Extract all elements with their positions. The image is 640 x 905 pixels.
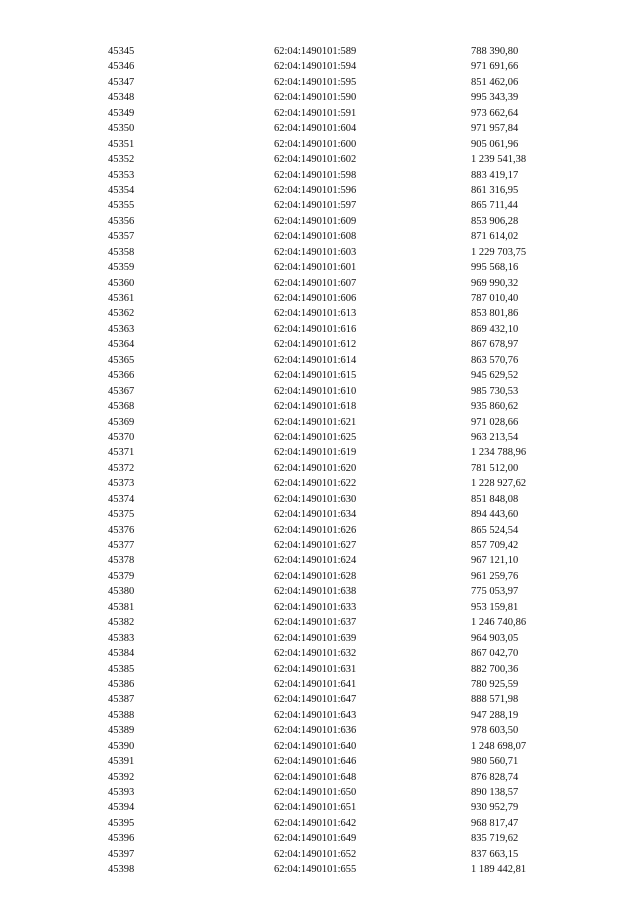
cadastral-value: 780 925,59 [471, 678, 519, 690]
table-row [108, 569, 581, 584]
table-row [108, 415, 581, 430]
cadastral-value: 971 691,66 [471, 61, 519, 73]
cadastral-number: 62:04:1490101:649 [274, 833, 357, 845]
row-number: 45376 [108, 524, 135, 536]
cadastral-number: 62:04:1490101:640 [274, 740, 357, 752]
cadastral-number: 62:04:1490101:606 [274, 293, 357, 304]
table-row [108, 584, 581, 599]
cadastral-value: 1 234 788,96 [471, 447, 527, 459]
table-row [108, 337, 581, 352]
cadastral-value: 835 719,62 [471, 833, 519, 845]
cadastral-number: 62:04:1490101:650 [274, 787, 357, 798]
table-row [108, 152, 581, 167]
cadastral-number: 62:04:1490101:597 [274, 200, 357, 212]
cadastral-number: 62:04:1490101:618 [274, 401, 357, 413]
table-row [108, 121, 581, 136]
row-number: 45362 [108, 308, 135, 320]
cadastral-value: 851 462,06 [471, 76, 519, 88]
cadastral-value: 775 053,97 [471, 586, 519, 598]
row-number: 45397 [108, 848, 135, 860]
cadastral-number: 62:04:1490101:637 [274, 617, 357, 629]
cadastral-number: 62:04:1490101:610 [274, 385, 357, 397]
cadastral-number: 62:04:1490101:639 [274, 632, 357, 644]
table-row [108, 322, 581, 337]
table-row [108, 75, 581, 90]
cadastral-number: 62:04:1490101:598 [274, 169, 357, 181]
row-number: 45393 [108, 787, 135, 798]
row-number: 45372 [108, 462, 135, 474]
row-number: 45387 [108, 694, 135, 706]
row-number: 45352 [108, 154, 135, 166]
cadastral-number: 62:04:1490101:620 [274, 462, 357, 474]
cadastral-number: 62:04:1490101:607 [274, 277, 357, 289]
table-row [108, 708, 581, 723]
cadastral-number: 62:04:1490101:595 [274, 76, 357, 88]
table-row [108, 754, 581, 769]
cadastral-number: 62:04:1490101:615 [274, 370, 357, 382]
cadastral-number: 62:04:1490101:589 [274, 46, 357, 57]
table-row [108, 399, 581, 414]
cadastral-number: 62:04:1490101:600 [274, 138, 357, 150]
table-row [108, 260, 581, 275]
cadastral-value: 978 603,50 [471, 725, 519, 737]
cadastral-number: 62:04:1490101:609 [274, 215, 357, 227]
cadastral-value: 961 259,76 [471, 570, 519, 582]
cadastral-value: 930 952,79 [471, 802, 519, 814]
cadastral-value: 967 121,10 [471, 555, 519, 567]
table-row [108, 461, 581, 476]
cadastral-number: 62:04:1490101:632 [274, 648, 357, 660]
table-body [108, 44, 581, 878]
table-row [108, 183, 581, 198]
table-row [108, 507, 581, 522]
row-number: 45353 [108, 169, 135, 181]
row-number: 45381 [108, 601, 135, 613]
cadastral-value: 851 848,08 [471, 493, 519, 505]
row-number: 45354 [108, 184, 135, 196]
table-row [108, 106, 581, 121]
row-number: 45356 [108, 215, 135, 227]
cadastral-number: 62:04:1490101:631 [274, 663, 357, 675]
row-number: 45389 [108, 725, 135, 737]
cadastral-value: 857 709,42 [471, 540, 519, 551]
cadastral-value: 865 711,44 [471, 200, 518, 212]
cadastral-value: 947 288,19 [471, 709, 519, 721]
cadastral-value: 1 239 541,38 [471, 154, 527, 166]
row-number: 45384 [108, 648, 135, 660]
row-number: 45350 [108, 123, 135, 135]
cadastral-number: 62:04:1490101:621 [274, 416, 357, 428]
cadastral-number: 62:04:1490101:616 [274, 323, 357, 335]
row-number: 45383 [108, 632, 135, 644]
table-row [108, 615, 581, 630]
cadastral-value: 863 570,76 [471, 354, 519, 366]
cadastral-value: 888 571,98 [471, 694, 519, 706]
table-row [108, 646, 581, 661]
cadastral-value: 861 316,95 [471, 184, 519, 196]
table-row [108, 739, 581, 754]
row-number: 45373 [108, 478, 135, 490]
cadastral-number: 62:04:1490101:643 [274, 709, 357, 721]
table-row [108, 862, 581, 877]
table-row [108, 44, 581, 59]
cadastral-value: 1 228 927,62 [471, 478, 527, 490]
row-number: 45398 [108, 864, 135, 876]
cadastral-value: 1 246 740,86 [471, 617, 527, 629]
cadastral-value: 787 010,40 [471, 293, 519, 304]
cadastral-value: 971 028,66 [471, 416, 519, 428]
cadastral-number: 62:04:1490101:628 [274, 570, 357, 582]
row-number: 45360 [108, 277, 135, 289]
row-number: 45380 [108, 586, 135, 598]
cadastral-number: 62:04:1490101:601 [274, 262, 357, 274]
table-row [108, 785, 581, 800]
row-number: 45375 [108, 509, 135, 521]
row-number: 45369 [108, 416, 135, 428]
row-number: 45386 [108, 678, 135, 690]
table-row [108, 831, 581, 846]
cadastral-value: 995 343,39 [471, 92, 519, 104]
row-number: 45348 [108, 92, 135, 104]
table-row [108, 90, 581, 105]
row-number: 45379 [108, 570, 135, 582]
cadastral-number: 62:04:1490101:638 [274, 586, 357, 598]
table-row [108, 291, 581, 306]
cadastral-number: 62:04:1490101:647 [274, 694, 357, 706]
cadastral-value: 973 662,64 [471, 107, 519, 119]
row-number: 45368 [108, 401, 135, 413]
cadastral-number: 62:04:1490101:636 [274, 725, 357, 737]
row-number: 45364 [108, 339, 135, 351]
cadastral-number: 62:04:1490101:602 [274, 154, 357, 166]
table-row [108, 723, 581, 738]
cadastral-number: 62:04:1490101:622 [274, 478, 357, 490]
table-row [108, 214, 581, 229]
table-row [108, 553, 581, 568]
table-row [108, 229, 581, 244]
table-row [108, 368, 581, 383]
table-row [108, 847, 581, 862]
cadastral-value: 964 903,05 [471, 632, 519, 644]
table-row [108, 662, 581, 677]
cadastral-number: 62:04:1490101:626 [274, 524, 357, 536]
cadastral-number: 62:04:1490101:590 [274, 92, 357, 104]
table-row [108, 631, 581, 646]
table-row [108, 137, 581, 152]
cadastral-number: 62:04:1490101:630 [274, 493, 357, 505]
table-row [108, 353, 581, 368]
cadastral-value: 788 390,80 [471, 46, 519, 57]
row-number: 45363 [108, 323, 135, 335]
cadastral-number: 62:04:1490101:608 [274, 231, 357, 243]
table-row [108, 770, 581, 785]
cadastral-number: 62:04:1490101:634 [274, 509, 357, 521]
cadastral-value: 1 248 698,07 [471, 740, 527, 752]
cadastral-value-table [108, 44, 581, 878]
cadastral-number: 62:04:1490101:642 [274, 817, 357, 829]
table-row [108, 245, 581, 260]
cadastral-value: 935 860,62 [471, 401, 519, 413]
cadastral-number: 62:04:1490101:625 [274, 431, 357, 443]
cadastral-value: 1 189 442,81 [471, 864, 527, 876]
table-row [108, 384, 581, 399]
cadastral-number: 62:04:1490101:655 [274, 864, 357, 876]
cadastral-value: 971 957,84 [471, 123, 519, 135]
cadastral-number: 62:04:1490101:652 [274, 848, 357, 860]
cadastral-number: 62:04:1490101:646 [274, 756, 357, 768]
row-number: 45345 [108, 46, 135, 57]
row-number: 45378 [108, 555, 135, 567]
row-number: 45359 [108, 262, 135, 274]
cadastral-value: 905 061,96 [471, 138, 519, 150]
table-row [108, 492, 581, 507]
cadastral-value: 890 138,57 [471, 787, 519, 798]
cadastral-value: 867 678,97 [471, 339, 519, 351]
table-row [108, 430, 581, 445]
row-number: 45377 [108, 540, 135, 551]
row-number: 45371 [108, 447, 135, 459]
cadastral-value: 882 700,36 [471, 663, 519, 675]
row-number: 45385 [108, 663, 135, 675]
cadastral-number: 62:04:1490101:624 [274, 555, 357, 567]
row-number: 45382 [108, 617, 135, 629]
cadastral-number: 62:04:1490101:651 [274, 802, 357, 814]
table-row [108, 59, 581, 74]
row-number: 45366 [108, 370, 135, 382]
table-row [108, 168, 581, 183]
row-number: 45346 [108, 61, 135, 73]
row-number: 45374 [108, 493, 135, 505]
cadastral-value: 781 512,00 [471, 462, 519, 474]
cadastral-number: 62:04:1490101:648 [274, 771, 357, 783]
cadastral-number: 62:04:1490101:591 [274, 107, 357, 119]
row-number: 45395 [108, 817, 135, 829]
cadastral-number: 62:04:1490101:627 [274, 540, 357, 551]
cadastral-number: 62:04:1490101:619 [274, 447, 357, 459]
row-number: 45391 [108, 756, 135, 768]
table-row [108, 538, 581, 553]
cadastral-value: 876 828,74 [471, 771, 519, 783]
cadastral-number: 62:04:1490101:612 [274, 339, 357, 351]
table-row [108, 692, 581, 707]
cadastral-number: 62:04:1490101:604 [274, 123, 357, 135]
row-number: 45370 [108, 431, 135, 443]
cadastral-value: 1 229 703,75 [471, 246, 527, 258]
table-row [108, 816, 581, 831]
cadastral-value: 871 614,02 [471, 231, 519, 243]
row-number: 45365 [108, 354, 135, 366]
row-number: 45357 [108, 231, 135, 243]
cadastral-number: 62:04:1490101:614 [274, 354, 357, 366]
row-number: 45361 [108, 293, 135, 304]
table-row [108, 677, 581, 692]
row-number: 45358 [108, 246, 135, 258]
cadastral-value: 853 801,86 [471, 308, 519, 320]
row-number: 45347 [108, 76, 135, 88]
table-row [108, 476, 581, 491]
table-row [108, 523, 581, 538]
row-number: 45367 [108, 385, 135, 397]
row-number: 45388 [108, 709, 135, 721]
cadastral-value: 853 906,28 [471, 215, 519, 227]
table-row [108, 445, 581, 460]
row-number: 45394 [108, 802, 135, 814]
cadastral-value: 894 443,60 [471, 509, 519, 521]
table-row [108, 306, 581, 321]
table-row [108, 800, 581, 815]
cadastral-value: 963 213,54 [471, 431, 519, 443]
row-number: 45390 [108, 740, 135, 752]
cadastral-number: 62:04:1490101:603 [274, 246, 357, 258]
cadastral-value: 837 663,15 [471, 848, 519, 860]
cadastral-number: 62:04:1490101:633 [274, 601, 357, 613]
cadastral-value: 968 817,47 [471, 817, 519, 829]
row-number: 45392 [108, 771, 135, 783]
cadastral-number: 62:04:1490101:594 [274, 61, 357, 73]
cadastral-value: 953 159,81 [471, 601, 519, 613]
cadastral-value: 869 432,10 [471, 323, 519, 335]
cadastral-value: 980 560,71 [471, 756, 519, 768]
cadastral-number: 62:04:1490101:613 [274, 308, 357, 320]
cadastral-value: 995 568,16 [471, 262, 519, 274]
table-row [108, 276, 581, 291]
row-number: 45351 [108, 138, 135, 150]
cadastral-number: 62:04:1490101:596 [274, 184, 357, 196]
cadastral-value: 985 730,53 [471, 385, 519, 397]
cadastral-value: 945 629,52 [471, 370, 519, 382]
cadastral-value: 865 524,54 [471, 524, 519, 536]
cadastral-value: 969 990,32 [471, 277, 519, 289]
cadastral-number: 62:04:1490101:641 [274, 678, 357, 690]
cadastral-value: 867 042,70 [471, 648, 519, 660]
table-row [108, 600, 581, 615]
table-row [108, 198, 581, 213]
cadastral-value: 883 419,17 [471, 169, 519, 181]
row-number: 45396 [108, 833, 135, 845]
row-number: 45355 [108, 200, 135, 212]
row-number: 45349 [108, 107, 135, 119]
